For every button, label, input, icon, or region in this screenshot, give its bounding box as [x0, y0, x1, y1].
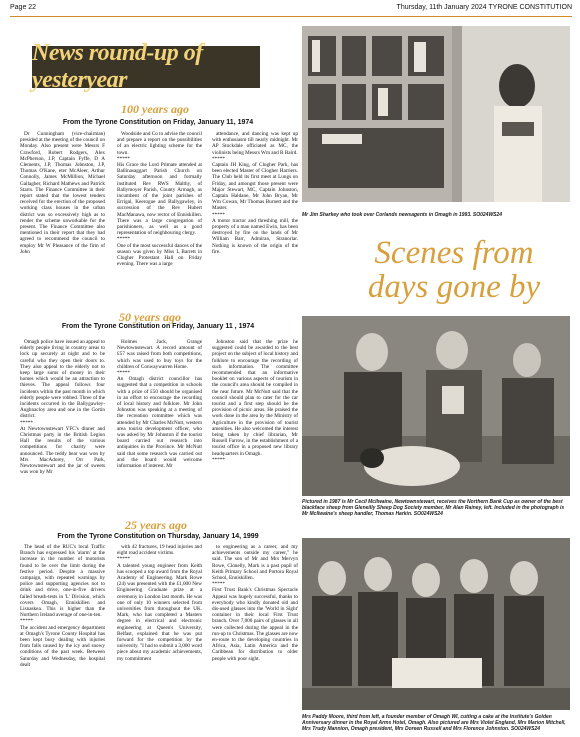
- section-100-title: 100 years ago: [121, 102, 189, 116]
- photo-newsagent-image: [302, 26, 570, 202]
- section-25-subtitle: From the Tyrone Constitution on Thursday, January 14, 1999: [57, 533, 259, 540]
- section-50-title: 50 years ago: [119, 310, 181, 324]
- section-25-col2: with 42 fractures, 19 head injuries and eight road accident victims. ***** A talented young engineer from Keith has scooped a top award from the Royal Academy of Engineering. Mark Rowe (24) was presented with the £1,000 New Engineering Graduate prize at a ceremony in London last month. He was one of only 10 winners selected from universities from throughout the UK. Mark, who has completed a Masters degree in electrical and electronic engineering at Queen's University, Belfast, explained that he was put forward for the competition by the university. "I had to submit a 3,000 word piece about my academic achievements, my commitment: [117, 544, 202, 662]
- page-number: Page 22: [10, 4, 37, 11]
- page-header: [10, 4, 572, 16]
- photo-wi-anniversary: [302, 538, 570, 710]
- photo-wi-anniversary-caption: Mrs Paddy Moore, third from left, a founder member of Omagh WI, cutting a cake at the Institute's Golden Anniversary dinner in the Royal Arms Hotel, Omagh. Also pictured are Mrs Violet England, Mrs Marion Mitchell, Mrs Trudy Mannion, Omagh president, Mrs Doreen Russell and Mrs Florence Johnston. SO024WS24: [302, 714, 566, 732]
- section-100-col1: Dr Cunningham (vice-chairman) presided at the meeting of the council on Monday. Also present were Messrs F Crawford, Robert Rodgers, Alex McPherson, J.P, Captain Fyffe, D A Clements, J.P, Thomas Johnston, J.P, Thomas O'Kane, eter McAleer, Arthur Connolly, James McMillion, Michael Gallagher, Richard Mathews and Patrick Starrs. The Finance Committee in their report stated that the lowest tenders received for the erection of the proposed working class houses in the urban district was so excessively high as to render the scheme unworkable for the present. The Finance Committee also mentioned in their report that they had agreed to recommend the council to employ Mr W Pleasance of the firm of John: [20, 131, 105, 255]
- photo-sheep-award: [302, 316, 570, 496]
- section-50-col2: Holmes Jack, Grange Newtownstewart. A record amount of £57 was raised from both competitions, which was used to buy toys for the children of Conwaywarren Home. ***** An Omagh district councillor has suggested that a competition in schools with a prize of £50 should be organised in an effort to encourage the recording of local history and folklore. Mr John Johnston was speaking at a meeting of the recreation committee which was attended by Mr Charles McNutt, western area tourist development officer, who was asked by Mr Johnston if the tourist board carried out research into antiquities in the Province. Mr McNutt said that some research was carried out and the board would welcome information of interest. Mr: [117, 339, 202, 470]
- section-100-col3: attendance, and dancing was kept up with enthusiasm till nearly midnight. Mr AP Stockdale officiated as MC, the violinists being Messrs Wm and R Baird. ***** Captain JH King, of Clogher Park, has been elected Master of Clogher Harriers. The Club held its first meet at Lungs on Friday, and amongst those present were Major Stewart, MC, Captain Johnston, Captain Haldane, Mr John Bryan, Mr Wm Cowan, Mr Thomas Burnett and the Master. ***** A motor tractor and threshing mill, the property of a man named Ewin, has been destroyed by fire on the lands of Mr William Barr, Admiran, Stranorlar. Nothing is known of the origin of the fire.: [212, 131, 298, 255]
- section-25-col3: to engineering as a career, and my achievements outside my career," he said. The son of Mr and Mrs Mervyn Rowe, Clonelly, Mark is a past pupil of Keith Primary School and Portora Royal School, Enniskillen. ***** First Trust Bank's Christmas Spectacle Appeal was hugely successful, thanks to everybody who kindly donated old and dis-used glasses into the 'World in Sight' container in their local First Trust branch. Over 7,000 pairs of glasses in all were collected during the appeal in the run-up to Christmas. The glasses are now en-route to the developing countries in Africa, Asia, Latin America and the Caribbean for distribution to older people with poor sight.: [212, 544, 298, 662]
- section-100-subtitle: From the Tyrone Constitution on Friday, January 11, 1974: [62, 119, 254, 126]
- scenes-headline: Scenes from days gone by: [367, 235, 541, 305]
- section-25-title: 25 years ago: [125, 518, 187, 532]
- photo-sheep-award-caption: Pictured in 1987 is Mr Cecil McIlwaine, Newtownstewart, receives the Northern Bank Cup as owner of the best blackface sheep from Gleneilly Sheep Dog Society member, Mr Alan Rainey, left. Included in the photograph is Mr McIlwaine's sheep handler, Thomas Harkin. SO024WS24: [302, 499, 565, 517]
- masthead: News round-up of yesteryear: [32, 46, 260, 88]
- header-rule: [10, 16, 572, 17]
- photo-wi-anniversary-image: [302, 538, 570, 710]
- section-50-col3: Johnston said that the prize he suggested could be awarded to the best project on the subject of local history and folklore to encourage the recording of such information. The committee recommended that an informative booklet on various aspects of tourism in the council's area should be compiled in the near future. Mr McNutt said that the council should plan to cater for the car tourist and a first step should be the provision of picnic areas. He praised the work done in the area by the Ministry of Agriculture in the provision of tourist amenities. He also welcomed the interest being taken by chief librarian, Mr Russell Farrow, in the establishment of a tourist office in a proposed new library headquarters in Omagh. *****: [212, 339, 298, 463]
- photo-sheep-award-image: [302, 316, 570, 496]
- section-50-col1: Omagh police have issued an appeal to elderly people living in country areas to lock up securely at night and to be careful who they open their doors to. They also appeal to the elderly not to keep large sums of money in their homes which would be an attraction to thieves. The appeal follows four incidents within the past month in which elderly people were robbed. Three of the incidents occurred in the Ballygawley-Aughnacloy area and one in the Gortin district. ***** At Newtownstewart YFC's dinner and Christmas party in the British Legion Hall the results of the various competitions for charity were announced. The teddy bear was won by Mrs MacAdorey, Orr Park, Newtownstewart and the jar of sweets was won by Mr: [20, 339, 105, 476]
- issue-line: Thursday, 11th January 2024 TYRONE CONSTITUTION: [396, 4, 572, 11]
- section-50-subtitle: From the Tyrone Constitution on Friday, January 11 , 1974: [61, 323, 255, 330]
- photo-newsagent: [302, 26, 570, 202]
- photo-newsagent-caption: Mr Jim Sharkey who took over Corlands newsagents in Omagh in 1993. SO024WS24: [302, 212, 503, 218]
- section-25-col1: The head of the RUC's local Traffic Branch has expressed his 'alarm' at the increase in the number of motorists found to be over the limit during the festive period. Despite a massive campaign, with repeated warnings by police and supporting agencies not to drink and drive, one-in-five drivers failed breath-tests in 'L' Division, which covers Omagh, Enniskillen and Lisnaskea. This is higher than the Northern Ireland average of one-in-ten. ***** The accident and emergency department at Omagh's Tyrone County Hospital has been kept busy dealing with injuries from falls caused by the icy and snowy conditions of the past week. Between Saturday and Wednesday, the hospital dealt: [20, 544, 105, 668]
- section-100-col2: Woodside and Co to advise the council and prepare a report on the possibilities of an electric lighting scheme for the town. ***** His Grace the Lord Primate attended at Ballinasaggart Parish Church on Saturday afternoon and formally instituted Rev RWS Malthy, of Ballymoyer Parish, County Armagh, as incumbent of the joint parishes of Errigal, Keerogue and Ballygawley, in succession of the Rev Hubert MacManawa, now rector of Enniskillen. There was a large congregation of parishioners, as well as a good representation of neighbouring clergy. ***** One of the most successful dances of the season was given by Miss L Barrett in Clogher Protestant Hall on Friday evening. There was a large: [117, 131, 202, 268]
